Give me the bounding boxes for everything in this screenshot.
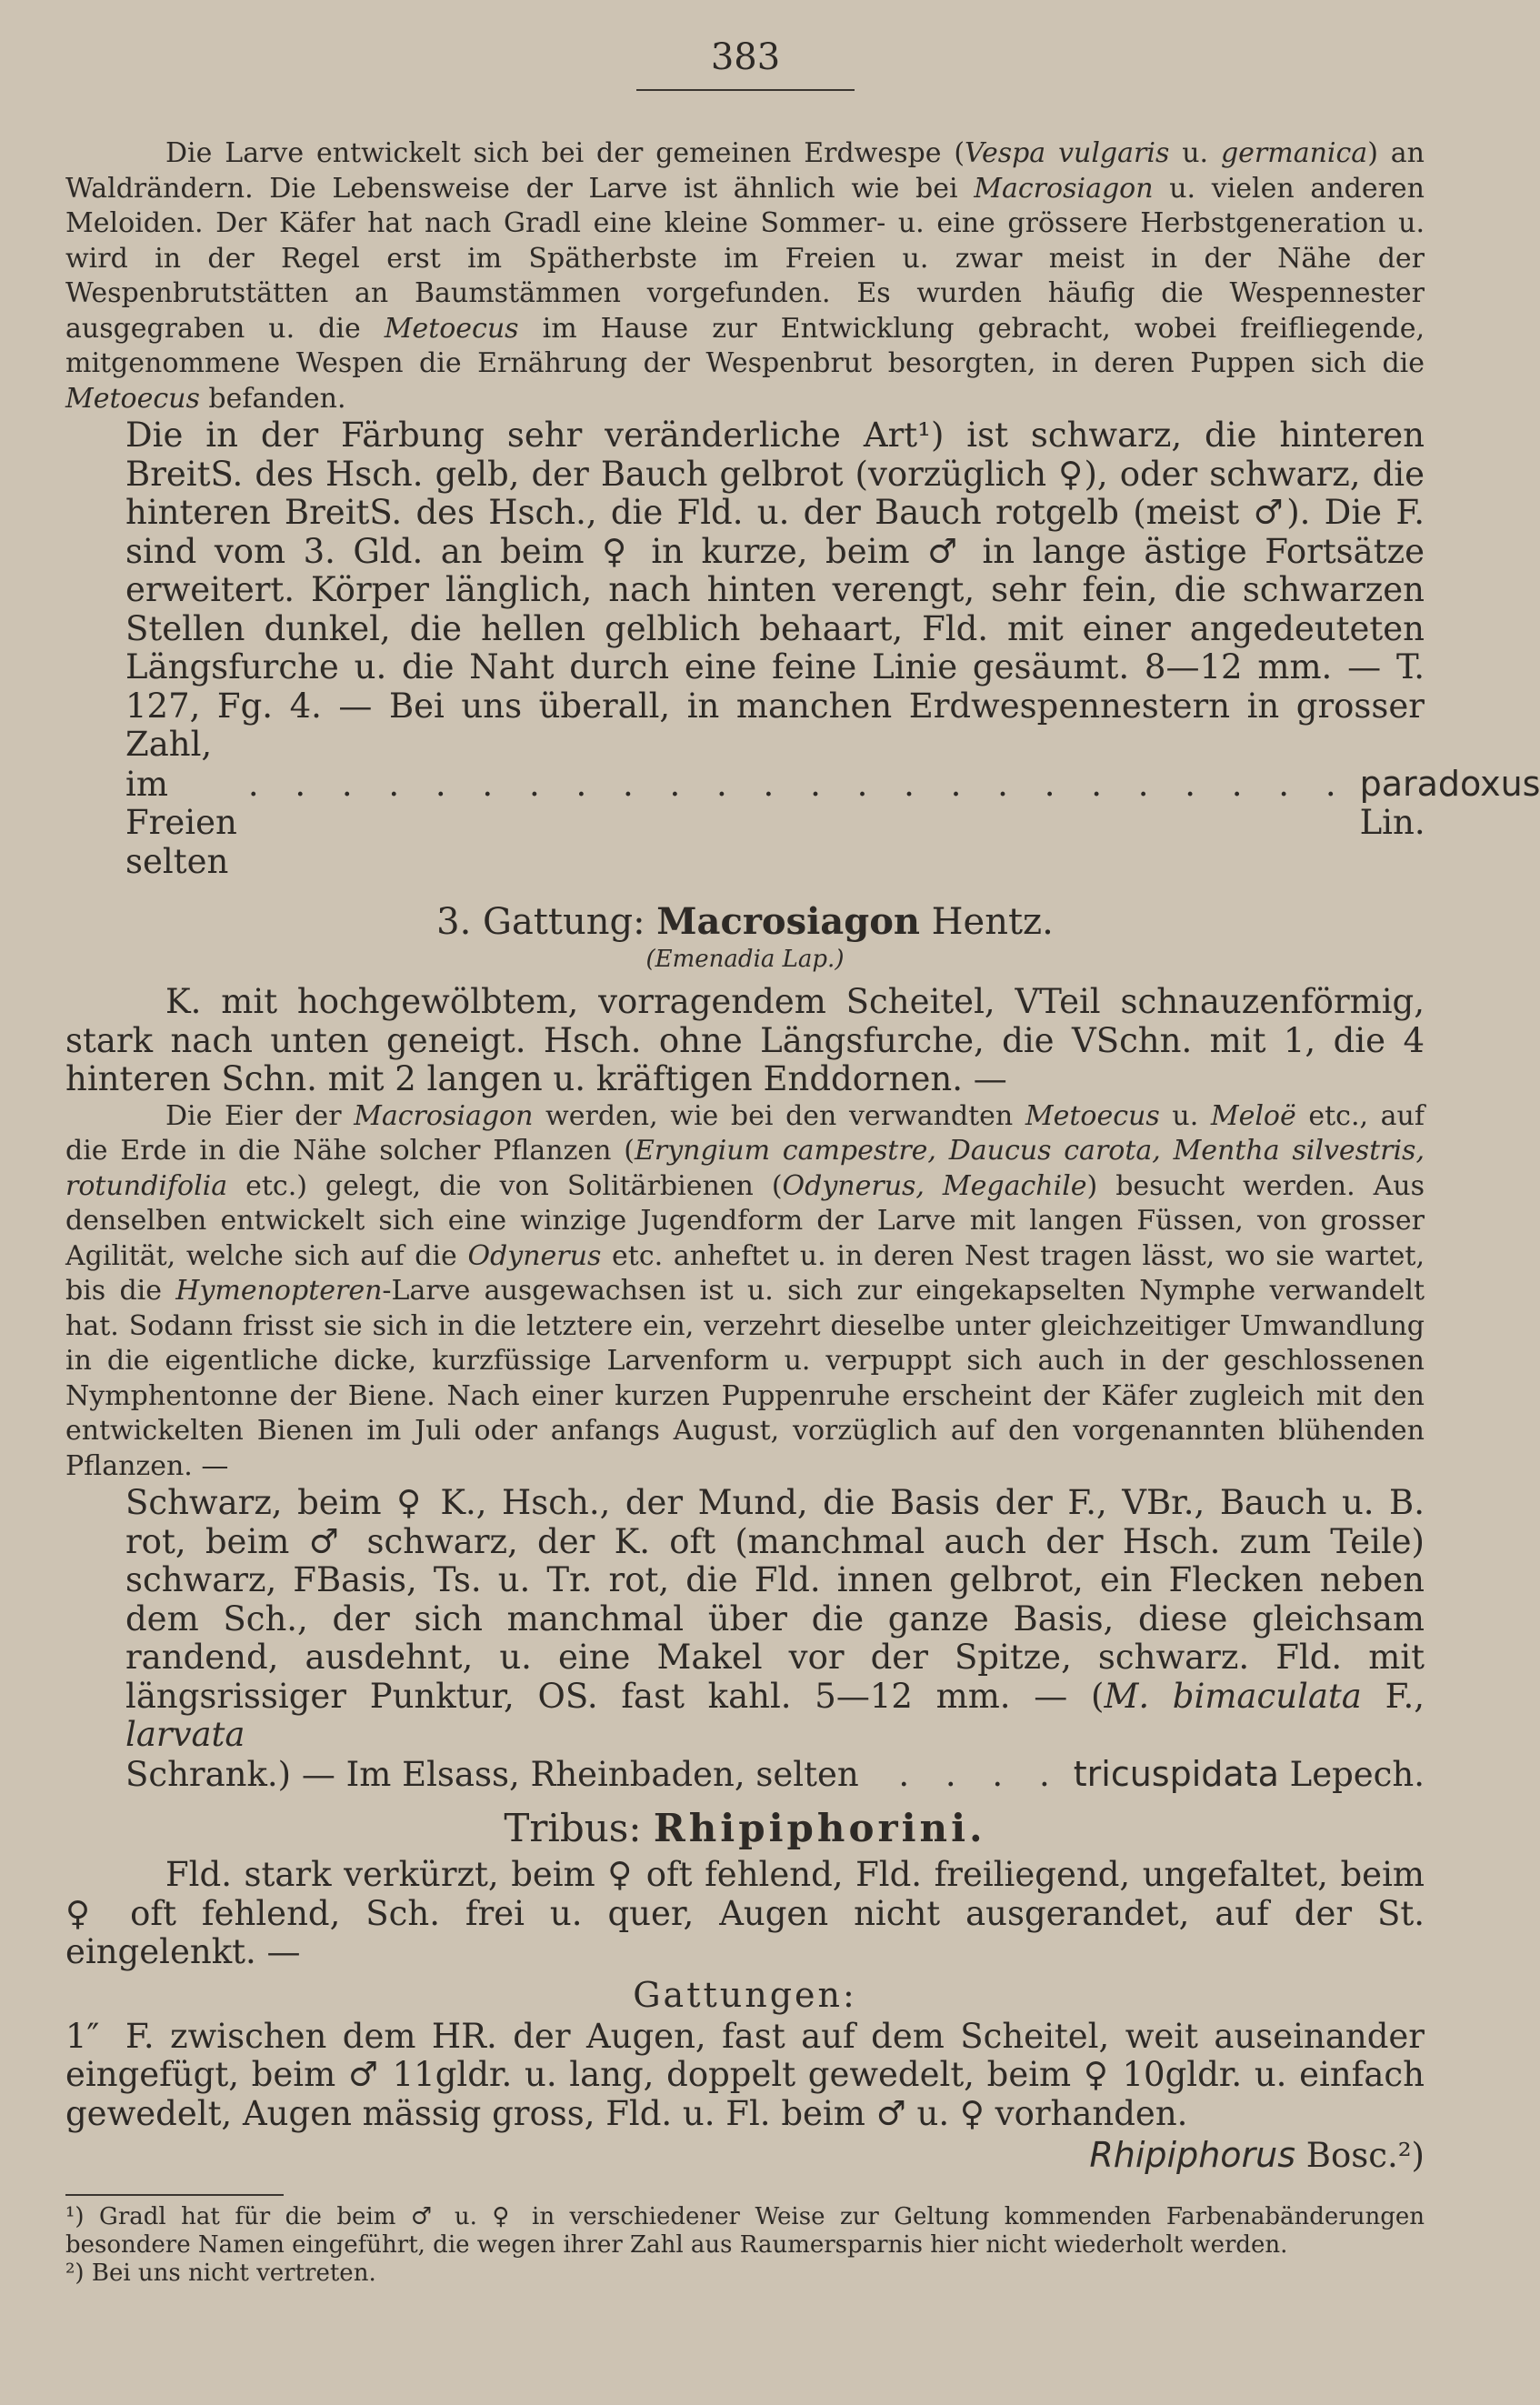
- key-couplet-1: 1″ F. zwischen dem HR. der Augen, fast auf dem Scheitel, weit auseinander eingefügt, beim ♂ 11gldr. u. lang, doppelt gewedelt, beim ♀ 10gldr. u. einfach gewedelt, Augen mässig gross, Fld. u. Fl. beim ♂ u. ♀ vorhanden.: [65, 2016, 1425, 2133]
- genus-synonym: (Emenadia Lap.): [645, 946, 845, 973]
- gattungen-heading: Gattungen:: [633, 1974, 857, 2015]
- species-description-paradoxus: [65, 416, 1540, 881]
- key-result-genus: Rhipiphorus Bosc.²): [1089, 2135, 1425, 2175]
- footnote-1: ¹) Gradl hat für die beim ♂ u. ♀ in verschiedener Weise zur Geltung kommenden Farbenabänderungen besondere Namen eingeführt, die wegen ihrer Zahl aus Raumersparnis hier nicht wiederholt werden.: [65, 2203, 1425, 2259]
- species-name: tricuspidata Lepech.: [1073, 1753, 1425, 1794]
- species-description-tricuspidata: [65, 1484, 1425, 1794]
- tribus-heading: Tribus: Rhipiphorini.: [504, 1806, 986, 1850]
- species-line-paradoxus: [125, 763, 1540, 882]
- footnote-2: ²) Bei uns nicht vertreten.: [65, 2260, 376, 2287]
- distribution-text: im Freien selten: [125, 764, 237, 881]
- page-content: [65, 136, 1540, 2288]
- paragraph-larva-biology: Die Larve entwickelt sich bei der gemeinen Erdwespe (Vespa vulgaris u. germanica) an Waldrändern. Die Lebensweise der Larve ist ähnlich wie bei Macrosiagon u. vielen anderen Meloiden. Der Käfer hat nach Gradl eine kleine Sommer- u. eine grössere Herbstgeneration u. wird in der Regel erst im Spätherbste im Freien u. zwar meist in der Nähe der Wespenbrutstätten an Baumstämmen vorgefunden. Es wurden häufig die Wespennester ausgegraben u. die Metoecus im Hause zur Entwicklung gebracht, wobei freifliegende, mitgenommene Wespen die Ernährung der Wespenbrut besorgten, in deren Puppen sich die Metoecus befanden.: [65, 137, 1425, 415]
- paragraph-genus-characters: K. mit hochgewölbtem, vorragendem Scheitel, VTeil schnauzenförmig, stark nach unten geneigt. Hsch. ohne Längsfurche, die VSchn. mit 1, die 4 hinteren Schn. mit 2 langen u. kräftigen Enddornen. —: [65, 982, 1425, 1098]
- species-name: paradoxus Lin.: [1359, 763, 1540, 842]
- genus-name: Macrosiagon: [656, 900, 920, 943]
- tribus-name: Rhipiphorini.: [653, 1806, 986, 1850]
- paragraph-tricuspidata-text: Schwarz, beim ♀ K., Hsch., der Mund, die Basis der F., VBr., Bauch u. B. rot, beim ♂ schwarz, der K. oft (manchmal auch der Hsch. zum Teile) schwarz, FBasis, Ts. u. Tr. rot, die Fld. innen gelbrot, ein Flecken neben dem Sch., der sich manchmal über die ganze Basis, diese gleichsam randend, ausdehnt, u. eine Makel vor der Spitze, schwarz. Fld. mit längsrissiger Punktur, OS. fast kahl. 5—12 mm. — (M. bimaculata F., larvata: [125, 1483, 1425, 1754]
- leader-dots: . . . .: [898, 1754, 1063, 1794]
- paragraph-paradoxus-text: Die in der Färbung sehr veränderliche Art¹) ist schwarz, die hinteren BreitS. des Hsch. gelb, der Bauch gelbrot (vorzüglich ♀), oder schwarz, die hinteren BreitS. des Hsch., die Fld. u. der Bauch rotgelb (meist ♂). Die F. sind vom 3. Gld. an beim ♀ in kurze, beim ♂ in lange ästige Fortsätze erweitert. Körper länglich, nach hinten verengt, sehr fein, die schwarzen Stellen dunkel, die hellen gelblich behaart, Fld. mit einer angedeuteten Längsfurche u. die Naht durch eine feine Linie gesäumt. 8—12 mm. — T. 127, Fg. 4. — Bei uns überall, in manchen Erdwespennestern in grosser Zahl,: [125, 416, 1425, 764]
- paragraph-macrosiagon-biology: Die Eier der Macrosiagon werden, wie bei den verwandten Metoecus u. Meloë etc., auf die Erde in die Nähe solcher Pflanzen (Eryngium campestre, Daucus carota, Mentha silvestris, rotundifolia etc.) gelegt, die von Solitärbienen (Odynerus, Megachile) besucht werden. Aus denselben entwickelt sich eine winzige Jugendform der Larve mit langen Füssen, von grosser Agilität, welche sich auf die Odynerus etc. anheftet u. in deren Nest tragen lässt, wo sie wartet, bis die Hymenopteren-Larve ausgewachsen ist u. sich zur eingekapselten Nymphe verwandelt hat. Sodann frisst sie sich in die letztere ein, verzehrt dieselbe unter gleichzeitiger Umwandlung in die eigentliche dicke, kurzfüssige Larvenform u. verpuppt sich auch in der geschlossenen Nymphentonne der Biene. Nach einer kurzen Puppenruhe erscheint der Käfer zugleich mit den entwickelten Bienen im Juli oder anfangs August, vorzüglich auf den vorgenannten blühenden Pflanzen. —: [65, 1099, 1425, 1482]
- key-number: 1″: [65, 2016, 100, 2056]
- leader-dots: . . . . . . . . . . . . . . . . . . . . . . . .: [247, 764, 1349, 804]
- genus-heading-macrosiagon: 3. Gattung: Macrosiagon Hentz.: [436, 900, 1054, 943]
- paragraph-tribus-characters: Fld. stark verkürzt, beim ♀ oft fehlend, Fld. freiliegend, ungefaltet, beim ♀ oft fehlend, Sch. frei u. quer, Augen nicht ausgerandet, auf der St. eingelenkt. —: [65, 1855, 1425, 1971]
- page-number: 383: [636, 36, 855, 91]
- distribution-text: Schrank.) — Im Elsass, Rheinbaden, selten: [125, 1754, 859, 1794]
- footnote-rule: [65, 2194, 284, 2196]
- species-line-tricuspidata: [125, 1755, 1425, 1795]
